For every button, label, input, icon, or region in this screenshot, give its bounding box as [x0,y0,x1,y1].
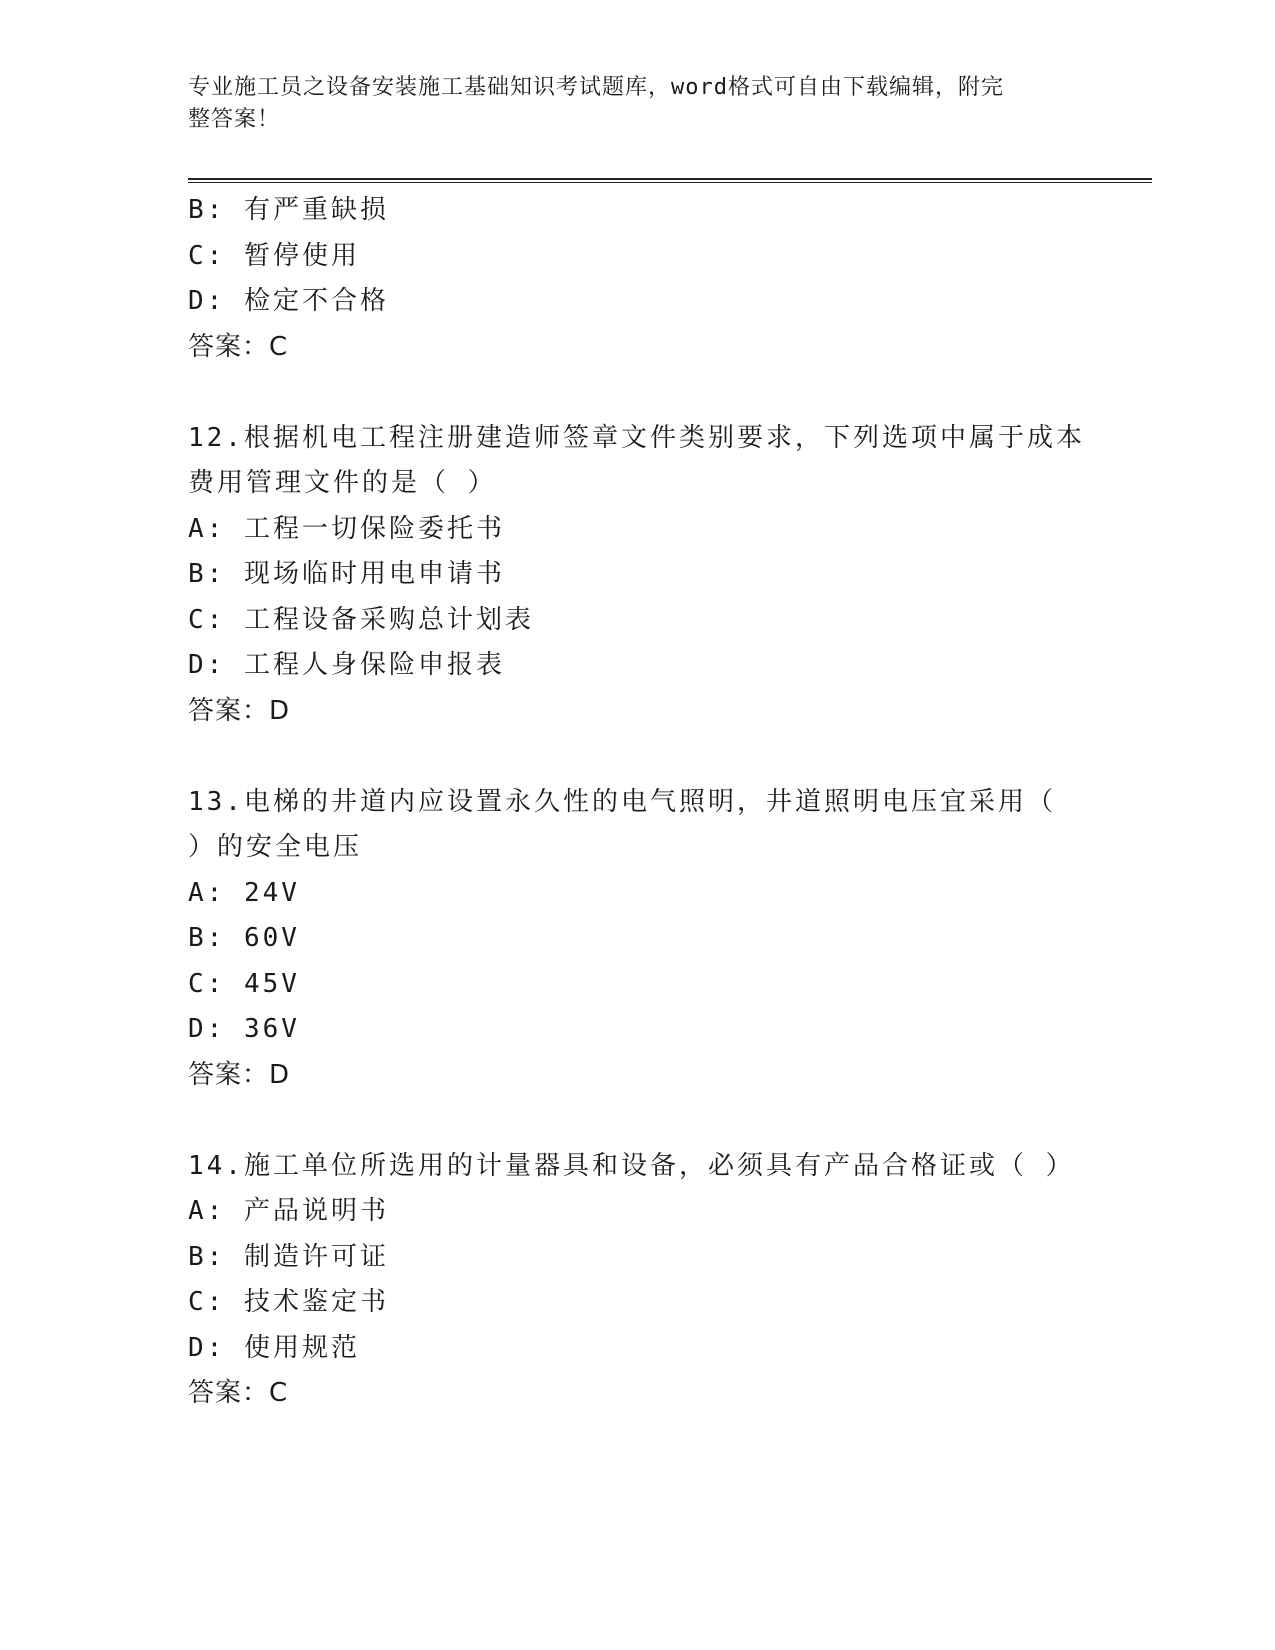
question-stem-line: 费用管理文件的是（ ） [188,468,497,498]
question-spacer [188,734,1088,780]
option-line: B: 制造许可证 [188,1241,389,1272]
header-divider-thick [188,178,1152,180]
question-stem-line: 14.施工单位所选用的计量器具和设备，必须具有产品合格证或（ ） [188,1150,1075,1181]
question-list [188,188,1088,1417]
question-spacer [188,370,1088,416]
question-block [188,780,1088,1099]
option-line: D: 工程人身保险申报表 [188,650,505,680]
question-stem-line: 13.电梯的井道内应设置永久性的电气照明，井道照明电压宜采用（ [188,786,1056,817]
option-line: B: 有严重缺损 [188,195,389,225]
option-line: A: 24V [188,877,300,908]
option-line: A: 产品说明书 [188,1196,389,1226]
header-note-line-2: 整答案！ [188,107,281,132]
option-line: B: 现场临时用电申请书 [188,559,505,589]
header-note [188,72,1068,136]
answer-line: 答案：D [188,695,291,726]
question-spacer [188,1098,1088,1144]
option-line: D: 使用规范 [188,1332,360,1363]
option-line: C: 暂停使用 [188,240,360,271]
question-block-partial [188,188,1088,370]
option-line: D: 36V [188,1014,300,1044]
question-block [188,1144,1088,1417]
option-line: C: 45V [188,968,300,999]
answer-line: 答案：C [188,331,289,362]
answer-line: 答案：D [188,1059,291,1090]
header-note-line-1: 专业施工员之设备安装施工基础知识考试题库，word格式可自由下载编辑，附完 [188,75,1004,100]
header-divider-thin [188,182,1152,183]
option-line: D: 检定不合格 [188,286,389,316]
question-stem-line: ）的安全电压 [188,832,363,862]
option-line: C: 技术鉴定书 [188,1287,389,1317]
option-line: C: 工程设备采购总计划表 [188,604,534,635]
question-block [188,416,1088,735]
answer-line: 答案：C [188,1378,289,1408]
option-line: B: 60V [188,923,300,953]
question-stem-line: 12.根据机电工程注册建造师签章文件类别要求，下列选项中属于成本 [188,422,1085,453]
option-line: A: 工程一切保险委托书 [188,513,505,544]
